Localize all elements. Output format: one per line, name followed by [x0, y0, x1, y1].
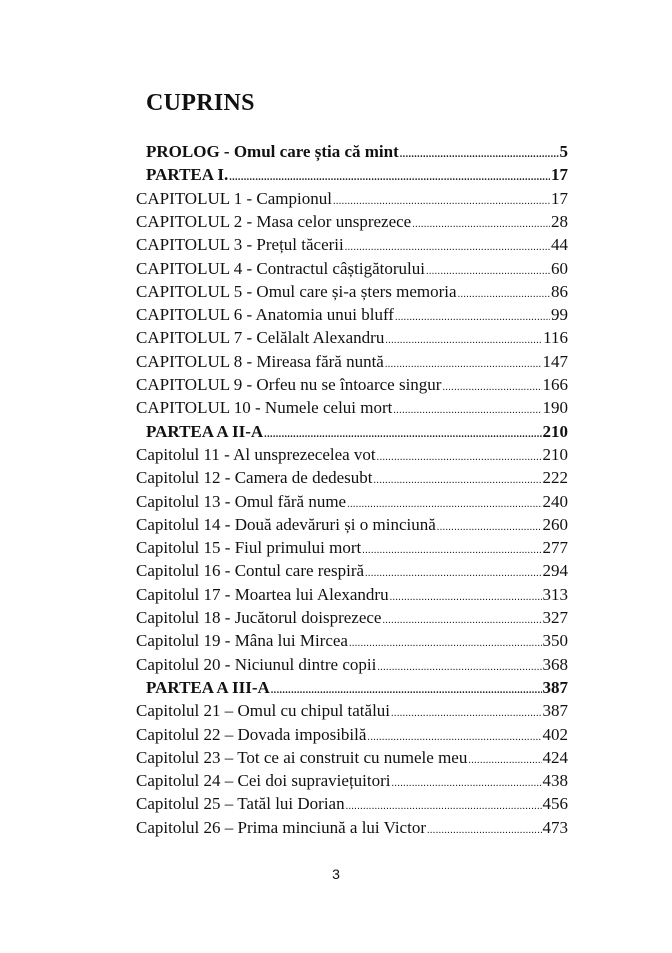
- toc-entry-title: CAPITOLUL 4 - Contractul câștigătorului: [136, 258, 425, 278]
- toc-entry-page: 99: [551, 305, 568, 325]
- toc-entry-page: 260: [542, 514, 568, 534]
- toc-entry-title: Capitolul 15 - Fiul primului mort: [136, 538, 362, 558]
- toc-entry-page: 240: [542, 491, 568, 511]
- dot-leader: [374, 468, 542, 488]
- dot-leader: [393, 398, 541, 418]
- dot-leader: [458, 282, 550, 302]
- toc-entry-title: Capitolul 21 – Omul cu chipul tatălui: [136, 701, 391, 721]
- dot-leader: [390, 585, 542, 605]
- toc-entry: [136, 771, 568, 794]
- toc-entry-title: CAPITOLUL 7 - Celălalt Alexandru: [136, 328, 385, 348]
- toc-entry-page: 456: [542, 794, 568, 814]
- toc-entry-page: 86: [551, 281, 568, 301]
- toc-entry: [136, 794, 568, 817]
- toc-entry: [136, 585, 568, 608]
- toc-entry-title: PARTEA A II-A: [146, 421, 264, 441]
- toc-entry-page: 327: [542, 608, 568, 627]
- toc-entry-page: 313: [542, 584, 568, 604]
- toc-entry: [136, 492, 568, 515]
- dot-leader: [468, 748, 541, 768]
- dot-leader: [345, 235, 550, 255]
- toc-entry: [136, 259, 568, 282]
- toc-entry: [136, 235, 568, 258]
- toc-entry-page: 44: [551, 235, 568, 255]
- toc-entry: [146, 678, 568, 701]
- toc-entry-page: 17: [551, 188, 568, 208]
- dot-leader: [382, 608, 541, 628]
- dot-leader: [437, 515, 542, 535]
- dot-leader: [427, 818, 542, 838]
- toc-entry-title: Capitolul 16 - Contul care respiră: [136, 561, 365, 581]
- toc-entry-title: Capitolul 22 – Dovada imposibilă: [136, 724, 367, 744]
- toc-entry-title: PROLOG - Omul care știa că mint: [146, 142, 399, 161]
- dot-leader: [385, 352, 542, 372]
- dot-leader: [426, 259, 550, 279]
- toc-entry-title: Capitolul 26 – Prima minciună a lui Victor: [136, 817, 426, 837]
- toc-entry-page: 277: [542, 538, 568, 558]
- toc-entry-title: Capitolul 14 - Două adevăruri și o minciună: [136, 514, 436, 534]
- page-title: CUPRINS: [146, 90, 255, 116]
- toc-entry-title: CAPITOLUL 10 - Numele celui mort: [136, 398, 393, 418]
- toc-entry: [136, 189, 568, 212]
- toc-entry-title: PARTEA I.: [146, 165, 229, 185]
- toc-entry-page: 28: [551, 211, 568, 231]
- toc-entry-title: Capitolul 25 – Tatăl lui Dorian: [136, 794, 345, 814]
- toc-entry-page: 387: [542, 701, 568, 721]
- toc-entry: [136, 375, 568, 398]
- dot-leader: [365, 561, 541, 581]
- toc-entry-page: 116: [543, 328, 568, 348]
- dot-leader: [412, 212, 550, 232]
- dot-leader: [395, 305, 550, 325]
- toc-entry-page: 368: [542, 654, 568, 674]
- dot-leader: [349, 631, 542, 651]
- toc-entry-page: 350: [542, 631, 568, 651]
- toc-entry: [136, 352, 568, 375]
- toc-entry-title: CAPITOLUL 9 - Orfeu nu se întoarce singur: [136, 375, 442, 394]
- toc-entry: [136, 701, 568, 724]
- toc-entry: [146, 165, 568, 188]
- dot-leader: [400, 142, 559, 162]
- dot-leader: [377, 655, 541, 675]
- toc-entry: [136, 655, 568, 678]
- toc-entry-page: 210: [542, 444, 568, 464]
- toc-entry: [136, 212, 568, 235]
- dot-leader: [333, 189, 550, 209]
- toc-entry-page: 294: [542, 561, 568, 581]
- toc-entry-title: Capitolul 17 - Moartea lui Alexandru: [136, 584, 389, 604]
- toc-entry-page: 5: [559, 142, 568, 161]
- toc-entry-title: CAPITOLUL 6 - Anatomia unui bluff: [136, 305, 394, 325]
- toc-entry: [136, 538, 568, 561]
- dot-leader: [271, 678, 542, 698]
- toc-entry-page: 473: [542, 817, 568, 837]
- toc-entry: [136, 282, 568, 305]
- toc-entry-title: Capitolul 19 - Mâna lui Mircea: [136, 631, 348, 651]
- dot-leader: [362, 538, 541, 558]
- dot-leader: [367, 725, 541, 745]
- toc-entry: [136, 748, 568, 771]
- toc-entry: [136, 468, 568, 491]
- toc-entry-title: CAPITOLUL 2 - Masa celor unsprezece: [136, 211, 412, 231]
- toc-entry-title: CAPITOLUL 1 - Campionul: [136, 188, 332, 208]
- toc-entry-title: Capitolul 18 - Jucătorul doisprezece: [136, 608, 382, 627]
- toc-entry-page: 438: [542, 771, 568, 791]
- toc-entry-title: CAPITOLUL 8 - Mireasa fără nuntă: [136, 351, 384, 371]
- dot-leader: [392, 771, 542, 791]
- toc-entry-page: 190: [542, 398, 568, 418]
- dot-leader: [264, 422, 541, 442]
- toc-entry: [136, 561, 568, 584]
- toc-entry: [146, 422, 568, 445]
- toc-entry-page: 387: [542, 677, 568, 697]
- toc-entry: [136, 631, 568, 654]
- toc-entry-page: 60: [551, 258, 568, 278]
- toc-entry: [136, 515, 568, 538]
- toc-entry-title: PARTEA A III-A: [146, 677, 270, 697]
- toc-entry-page: 424: [542, 747, 568, 767]
- page-number: 3: [332, 866, 340, 882]
- toc-entry-title: CAPITOLUL 3 - Prețul tăcerii: [136, 235, 344, 255]
- dot-leader: [377, 445, 542, 465]
- toc-entry-page: 166: [542, 375, 568, 394]
- toc-entry-page: 147: [542, 351, 568, 371]
- dot-leader: [229, 165, 550, 185]
- toc-entry-title: Capitolul 13 - Omul fără nume: [136, 491, 347, 511]
- toc-entry: [146, 142, 568, 165]
- dot-leader: [391, 701, 541, 721]
- toc-entry-title: Capitolul 24 – Cei doi supraviețuitori: [136, 771, 391, 791]
- toc-entry: [136, 305, 568, 328]
- toc-entry: [136, 445, 568, 468]
- toc-entry-title: Capitolul 12 - Camera de dedesubt: [136, 468, 373, 488]
- dot-leader: [385, 328, 542, 348]
- toc-entry-title: CAPITOLUL 5 - Omul care și-a șters memoria: [136, 281, 457, 301]
- toc-entry-title: Capitolul 20 - Niciunul dintre copii: [136, 654, 377, 674]
- dot-leader: [347, 492, 541, 512]
- toc-entry-title: Capitolul 11 - Al unsprezecelea vot: [136, 444, 376, 464]
- toc-entry-title: Capitolul 23 – Tot ce ai construit cu numele meu: [136, 747, 468, 767]
- toc-entry: [136, 608, 568, 631]
- toc-entry: [136, 818, 568, 841]
- toc-entry: [136, 725, 568, 748]
- toc-entry-page: 222: [542, 468, 568, 488]
- dot-leader: [442, 375, 541, 395]
- toc-entry: [136, 398, 568, 421]
- toc-entry: [136, 328, 568, 351]
- toc-entry-page: 17: [551, 165, 568, 185]
- dot-leader: [346, 794, 542, 814]
- toc-entry-page: 210: [542, 421, 568, 441]
- toc-entry-page: 402: [542, 724, 568, 744]
